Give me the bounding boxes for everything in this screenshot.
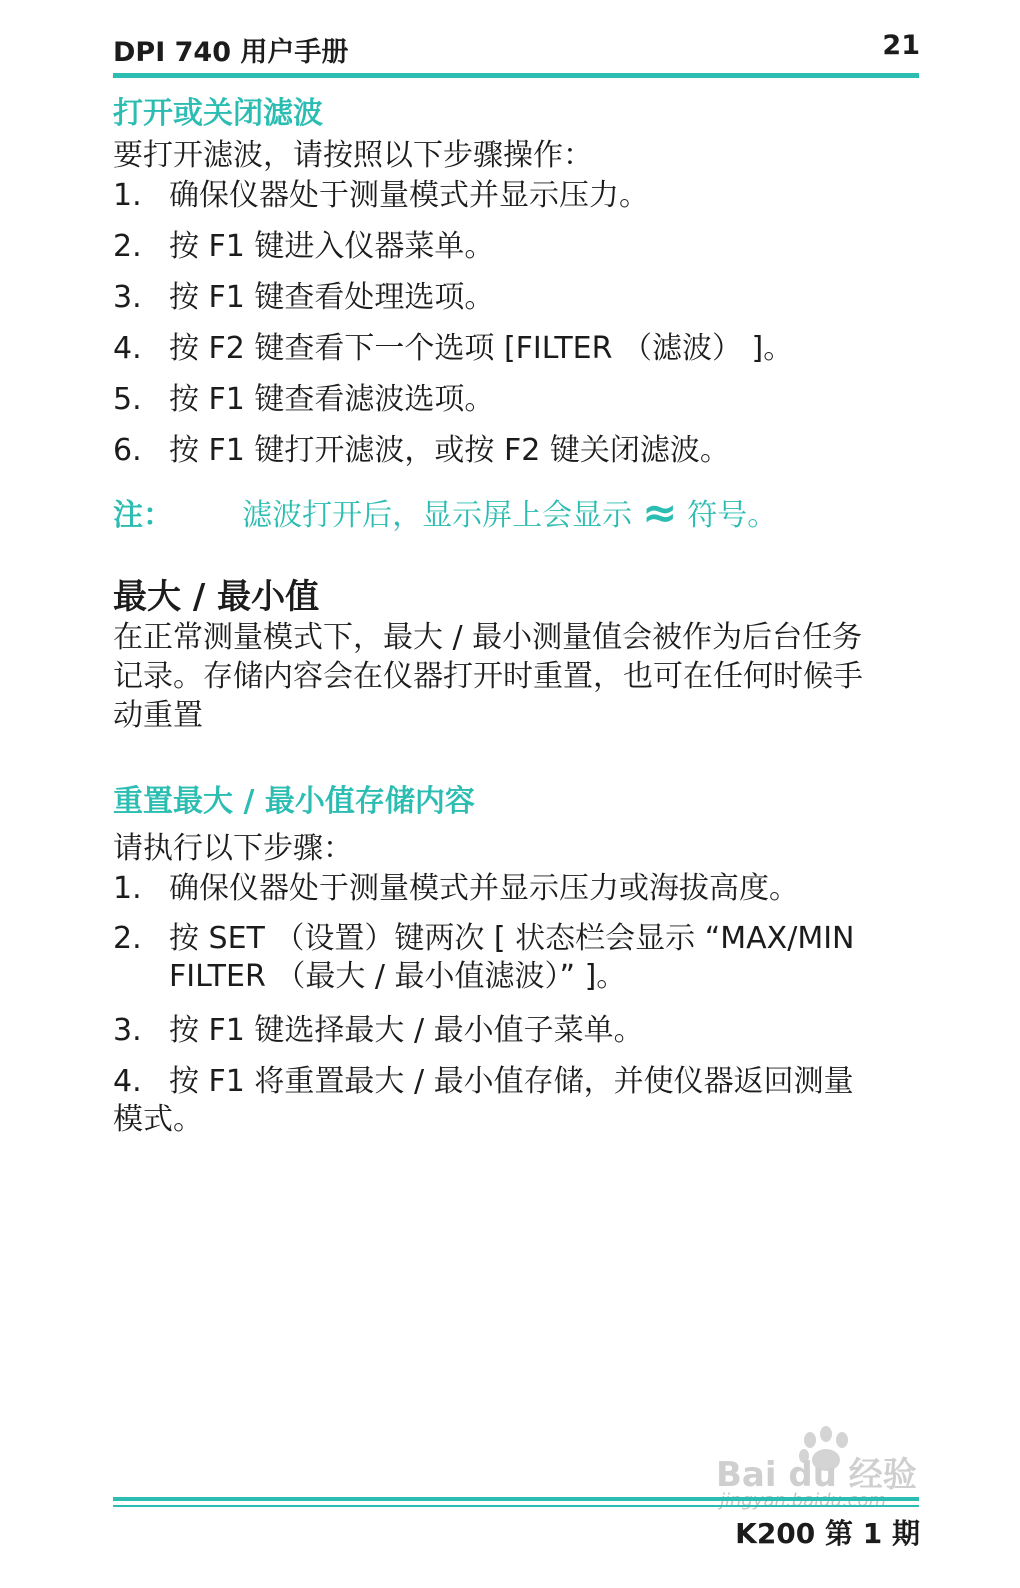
step-number: 2. <box>113 921 142 956</box>
filter-step <box>113 228 494 266</box>
step-text: 按 F1 键选择最大 / 最小值子菜单。 <box>169 1013 644 1048</box>
section-title-maxmin: 最大 / 最小值 <box>113 577 320 617</box>
filter-step <box>113 177 649 215</box>
approx-symbol-icon: ≈ <box>642 488 678 537</box>
step-text: 按 F2 键查看下一个选项 [FILTER （滤波） ]。 <box>169 331 794 366</box>
step-number: 1. <box>113 871 142 906</box>
section-title-reset: 重置最大 / 最小值存储内容 <box>113 784 475 819</box>
watermark-brand: Bai du 经验 <box>716 1455 917 1495</box>
filter-step <box>113 330 793 368</box>
section-title-filter: 打开或关闭滤波 <box>113 96 323 131</box>
step-text-continued: FILTER （最大 / 最小值滤波）” ]。 <box>169 959 627 994</box>
step-number: 3. <box>113 280 142 315</box>
step-number: 5. <box>113 382 142 417</box>
footer-rule-thin <box>113 1505 919 1507</box>
note-text-after: 符号。 <box>687 498 778 533</box>
reset-step <box>113 920 855 996</box>
reset-step <box>113 1012 644 1050</box>
step-text-continued: 模式。 <box>113 1102 203 1137</box>
step-text: 按 F1 键打开滤波，或按 F2 键关闭滤波。 <box>169 433 730 468</box>
step-number: 3. <box>113 1013 142 1048</box>
step-text: 按 SET （设置）键两次 [ 状态栏会显示 “MAX/MIN <box>169 921 855 956</box>
step-number: 1. <box>113 178 142 213</box>
maxmin-line: 动重置 <box>113 698 203 733</box>
maxmin-line: 在正常测量模式下，最大 / 最小测量值会被作为后台任务 <box>113 620 863 655</box>
filter-note <box>113 488 777 537</box>
step-number: 2. <box>113 229 142 264</box>
step-text: 确保仪器处于测量模式并显示压力或海拔高度。 <box>169 871 799 906</box>
reset-intro: 请执行以下步骤： <box>113 831 353 866</box>
footer-issue: K200 第 1 期 <box>735 1517 920 1550</box>
footer-rule <box>113 1497 919 1501</box>
maxmin-line: 记录。存储内容会在仪器打开时重置，也可在任何时候手 <box>113 659 863 694</box>
header-title: DPI 740 用户手册 <box>113 37 349 68</box>
note-text-before: 滤波打开后，显示屏上会显示 <box>242 498 633 533</box>
reset-step <box>113 1063 854 1139</box>
reset-step <box>113 870 799 908</box>
step-text: 按 F1 将重置最大 / 最小值存储，并使仪器返回测量 <box>169 1064 854 1099</box>
step-number: 4. <box>113 1064 142 1099</box>
step-text: 确保仪器处于测量模式并显示压力。 <box>169 178 649 213</box>
page-number: 21 <box>882 30 920 61</box>
header-rule <box>113 73 919 78</box>
step-text: 按 F1 键查看滤波选项。 <box>169 382 495 417</box>
step-text: 按 F1 键进入仪器菜单。 <box>169 229 495 264</box>
step-text: 按 F1 键查看处理选项。 <box>169 280 495 315</box>
filter-intro: 要打开滤波，请按照以下步骤操作： <box>113 138 593 173</box>
step-number: 6. <box>113 433 142 468</box>
filter-step <box>113 381 494 419</box>
filter-step <box>113 279 494 317</box>
step-number: 4. <box>113 331 142 366</box>
note-label: 注： <box>113 498 173 533</box>
filter-step <box>113 432 730 470</box>
